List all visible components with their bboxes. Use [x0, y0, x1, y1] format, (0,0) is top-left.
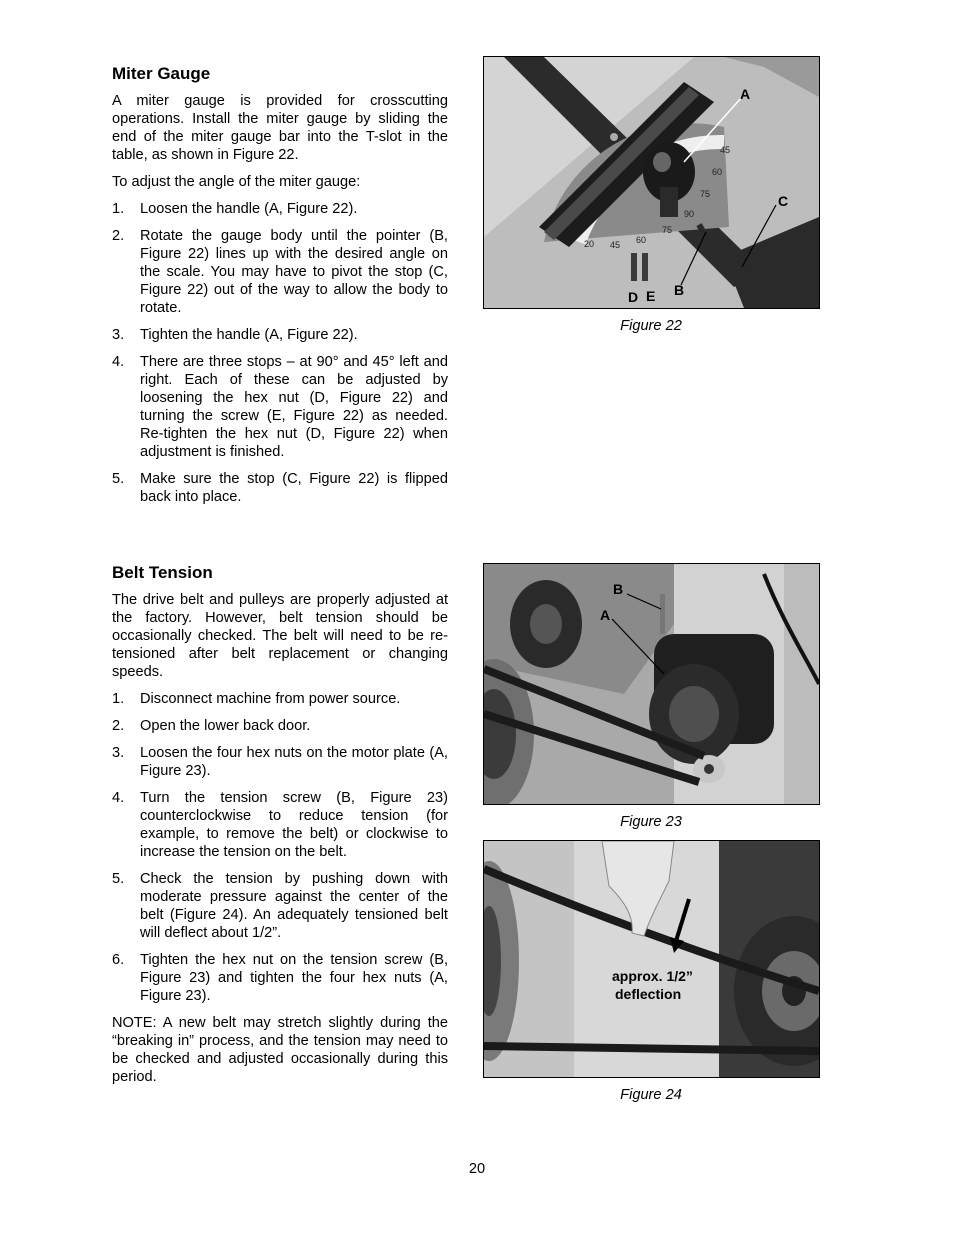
figure-22-caption: Figure 22	[620, 318, 682, 334]
list-item: 4. Turn the tension screw (B, Figure 23) counterclockwise to reduce tension (for example, to remove the belt) or clockwise to increase the tension on the belt.	[112, 790, 448, 860]
scale-number: 75	[700, 189, 711, 199]
scale-number: 75	[662, 225, 673, 235]
figure-label-b: B	[613, 581, 624, 597]
list-item: 2. Open the lower back door.	[112, 718, 311, 734]
figure-23-caption: Figure 23	[620, 814, 682, 830]
figure-label-b: B	[674, 282, 685, 298]
scale-number: 90	[684, 209, 695, 219]
list-item: 3. Tighten the handle (A, Figure 22).	[112, 327, 358, 343]
scale-number: 45	[720, 145, 731, 155]
deflection-label-line2: deflection	[615, 986, 682, 1002]
list-item: 5. Make sure the stop (C, Figure 22) is flipped back into place.	[112, 471, 448, 505]
deflection-label-line1: approx. 1/2”	[612, 968, 693, 984]
list-item: 4. There are three stops – at 90° and 45° left and right. Each of these can be adjusted by loosening the hex nut (D, Figure 22) and turning the screw (E, Figure 22) as needed. Re-tighten the hex nut (D, Figure 22) when adjustment is finished.	[112, 354, 448, 460]
list-item: 1. Loosen the handle (A, Figure 22).	[112, 201, 358, 217]
figure-label-d: D	[628, 289, 639, 305]
scale-number: 60	[636, 235, 647, 245]
scale-number: 45	[610, 240, 621, 250]
scale-number: 20	[584, 239, 595, 249]
list-item: 1. Disconnect machine from power source.	[112, 691, 401, 707]
belt-tension-section	[112, 563, 448, 1095]
miter-gauge-steps	[112, 200, 448, 506]
list-item: 5. Check the tension by pushing down with moderate pressure against the center of the belt (Figure 24). An adequately tensioned belt will deflect about 1/2”.	[112, 871, 448, 941]
page-number: 20	[468, 1161, 486, 1177]
miter-gauge-heading: Miter Gauge	[112, 64, 211, 83]
figure-23-photo	[483, 563, 820, 805]
belt-tension-heading: Belt Tension	[112, 563, 213, 582]
list-item: 2. Rotate the gauge body until the pointer (B, Figure 22) lines up with the desired angle on the scale. You may have to pivot the stop (C, Figure 22) out of the way to allow the body to rotate.	[112, 228, 448, 316]
figure-label-e: E	[646, 288, 656, 304]
figure-22-photo	[483, 56, 820, 309]
figure-24-photo	[483, 840, 820, 1078]
figure-label-a: A	[600, 607, 611, 623]
list-item: 3. Loosen the four hex nuts on the motor plate (A, Figure 23).	[112, 745, 448, 779]
miter-gauge-lead: To adjust the angle of the miter gauge:	[112, 174, 361, 190]
belt-tension-note: NOTE: A new belt may stretch slightly during the “breaking in” process, and the tension may need to be checked and adjusted occasionally during this period.	[112, 1015, 448, 1085]
miter-gauge-section	[112, 64, 448, 515]
belt-tension-intro: The drive belt and pulleys are properly adjusted at the factory. However, belt tension should be occasionally checked. The belt will need to be re-tensioned after belt replacement or changing speeds.	[112, 592, 448, 680]
belt-tension-steps	[112, 690, 448, 1005]
figure-24-caption: Figure 24	[620, 1087, 682, 1103]
figure-label-a: A	[740, 86, 751, 102]
miter-gauge-intro: A miter gauge is provided for crosscutting operations. Install the miter gauge by sliding the end of the miter gauge bar into the T-slot in the table, as shown in Figure 22.	[112, 93, 448, 163]
scale-number: 60	[712, 167, 723, 177]
list-item: 6. Tighten the hex nut on the tension screw (B, Figure 23) and tighten the four hex nuts (A, Figure 23).	[112, 952, 448, 1004]
figure-label-c: C	[778, 193, 789, 209]
